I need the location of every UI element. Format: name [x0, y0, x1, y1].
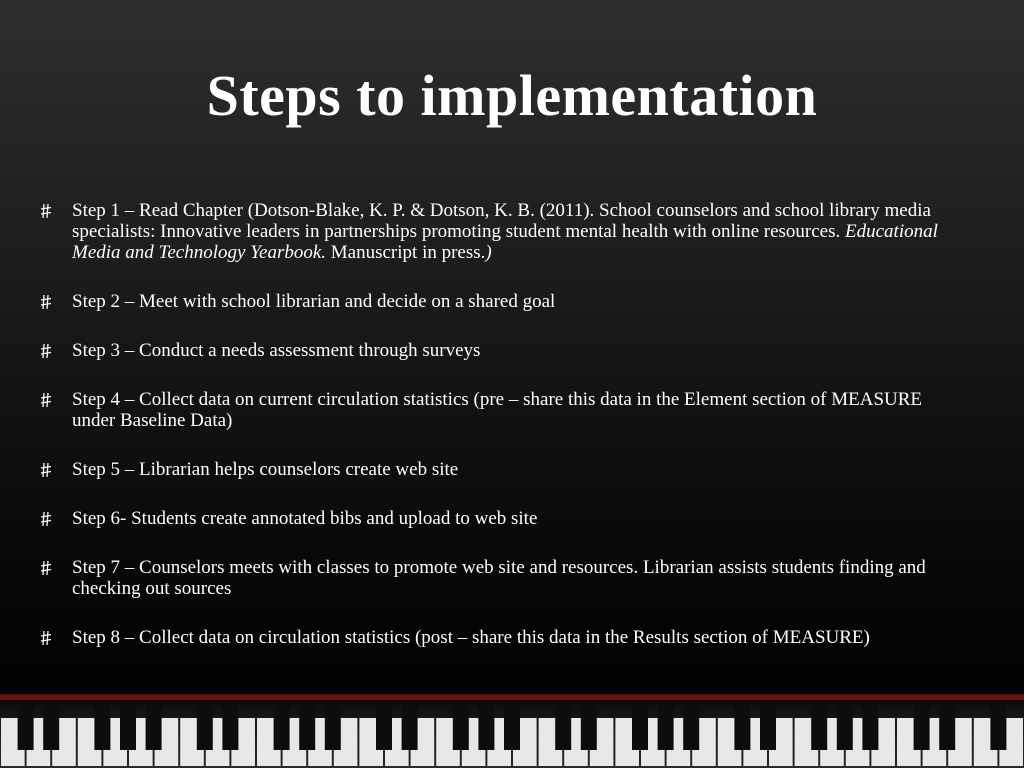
black-key	[837, 700, 853, 750]
black-key	[274, 700, 290, 750]
sharp-sign-icon	[40, 630, 52, 646]
bullet-text: Step 5 – Librarian helps counselors create web site	[72, 459, 459, 480]
black-key	[376, 700, 392, 750]
bullet-text: Step 7 – Counselors meets with classes to promote web site and resources. Librarian assists students finding and checking out sources	[72, 557, 926, 599]
bullet-text-main: Step 1 – Read Chapter (Dotson-Blake, K. P. & Dotson, K. B. (2011). School counselors and school library media specialists: Innovative leaders in partnerships promoting student mental health with online resources.	[72, 200, 931, 242]
black-key	[402, 700, 418, 750]
black-key	[914, 700, 930, 750]
bullet-text: Step 8 – Collect data on circulation statistics (post – share this data in the Results section of MEASURE)	[72, 627, 870, 648]
sharp-sign-icon	[40, 343, 52, 359]
sharp-sign-icon	[40, 462, 52, 478]
bullet-item-2	[40, 291, 970, 312]
piano-keyboard-decoration	[0, 694, 1024, 768]
bullet-item-4	[40, 389, 970, 431]
sharp-sign-icon	[40, 511, 52, 527]
bullet-item-1	[40, 200, 970, 263]
bullet-text: Step 3 – Conduct a needs assessment through surveys	[72, 340, 481, 361]
black-key	[581, 700, 597, 750]
bullet-text-italic: Educational Media and Technology Yearbook.	[72, 221, 938, 263]
bullet-text: Step 2 – Meet with school librarian and decide on a shared goal	[72, 291, 556, 312]
black-key	[18, 700, 34, 750]
sharp-sign-icon	[40, 392, 52, 408]
slide-title: Steps to implementation	[206, 63, 818, 128]
bullet-item-7	[40, 557, 970, 599]
black-key	[811, 700, 827, 750]
bullet-item-6	[40, 508, 970, 529]
bullet-item-3	[40, 340, 970, 361]
sharp-sign-icon	[40, 294, 52, 310]
black-key	[299, 700, 315, 750]
bullet-text	[72, 200, 938, 263]
black-key	[222, 700, 238, 750]
bullet-list	[40, 200, 970, 676]
black-key	[555, 700, 571, 750]
black-key	[862, 700, 878, 750]
black-key	[478, 700, 494, 750]
black-key	[120, 700, 136, 750]
sharp-sign-icon	[40, 560, 52, 576]
bullet-text-tail: Manuscript in press.	[326, 242, 486, 263]
black-key	[94, 700, 110, 750]
black-key	[43, 700, 59, 750]
piano-keys-graphic	[0, 696, 1024, 766]
black-key	[734, 700, 750, 750]
black-key	[760, 700, 776, 750]
black-key	[453, 700, 469, 750]
black-key	[683, 700, 699, 750]
bullet-text: Step 6- Students create annotated bibs and upload to web site	[72, 508, 538, 529]
black-key	[146, 700, 162, 750]
bullet-item-5	[40, 459, 970, 480]
black-key	[632, 700, 648, 750]
bullet-item-8	[40, 627, 970, 648]
black-key	[939, 700, 955, 750]
sharp-sign-icon	[40, 203, 52, 219]
bullet-text-tail-italic: )	[485, 242, 492, 263]
black-key	[504, 700, 520, 750]
keyboard-felt	[0, 696, 1024, 700]
black-key	[658, 700, 674, 750]
black-key	[990, 700, 1006, 750]
black-key	[197, 700, 213, 750]
black-key	[325, 700, 341, 750]
bullet-text: Step 4 – Collect data on current circulation statistics (pre – share this data in the Element section of MEASURE under Baseline Data)	[72, 389, 923, 431]
